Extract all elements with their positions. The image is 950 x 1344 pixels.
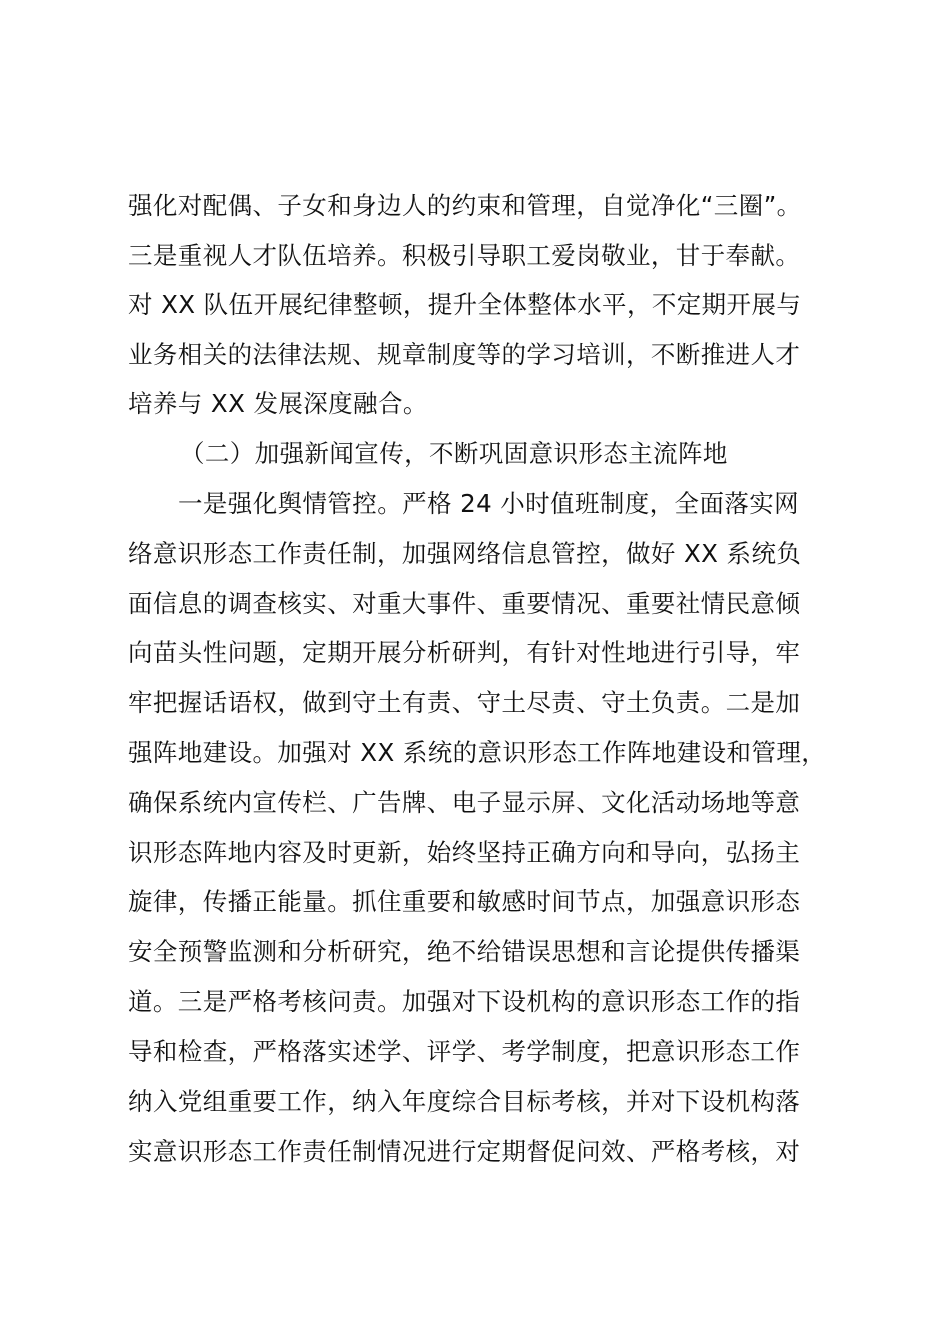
text-line: 道。三是严格考核问责。加强对下设机构的意识形态工作的指 <box>128 987 801 1016</box>
text-line: 强化对配偶、子女和身边人的约束和管理，自觉净化“三圈”。 <box>128 191 802 220</box>
text-line: 旋律，传播正能量。抓住重要和敏感时间节点，加强意识形态 <box>128 887 801 916</box>
text-line: 面信息的调查核实、对重大事件、重要情况、重要社情民意倾 <box>128 589 801 618</box>
text-line: 对 XX 队伍开展纪律整顿，提升全体整体水平，不定期开展与 <box>128 290 802 319</box>
text-line: 识形态阵地内容及时更新，始终坚持正确方向和导向，弘扬主 <box>128 838 801 867</box>
text-line: 确保系统内宣传栏、广告牌、电子显示屏、文化活动场地等意 <box>128 788 801 817</box>
text-line: 一是强化舆情管控。严格 24 小时值班制度，全面落实网 <box>178 489 800 518</box>
section-heading: （二）加强新闻宣传，不断巩固意识形态主流阵地 <box>180 439 728 468</box>
text-line: 业务相关的法律法规、规章制度等的学习培训，不断推进人才 <box>128 340 801 369</box>
text-line: 纳入党组重要工作，纳入年度综合目标考核，并对下设机构落 <box>128 1087 801 1116</box>
text-line: 络意识形态工作责任制，加强网络信息管控，做好 XX 系统负 <box>128 539 802 568</box>
text-line: 牢把握话语权，做到守土有责、守土尽责、守土负责。二是加 <box>128 688 801 717</box>
text-line: 三是重视人才队伍培养。积极引导职工爱岗敬业，甘于奉献。 <box>128 241 801 270</box>
text-line: 培养与 XX 发展深度融合。 <box>128 389 428 418</box>
text-line: 强阵地建设。加强对 XX 系统的意识形态工作阵地建设和管理， <box>128 738 827 767</box>
text-line: 安全预警监测和分析研究，绝不给错误思想和言论提供传播渠 <box>128 937 801 966</box>
text-line: 向苗头性问题，定期开展分析研判，有针对性地进行引导，牢 <box>128 638 801 667</box>
text-line: 导和检查，严格落实述学、评学、考学制度，把意识形态工作 <box>128 1037 801 1066</box>
text-line: 实意识形态工作责任制情况进行定期督促问效、严格考核，对 <box>128 1137 801 1166</box>
